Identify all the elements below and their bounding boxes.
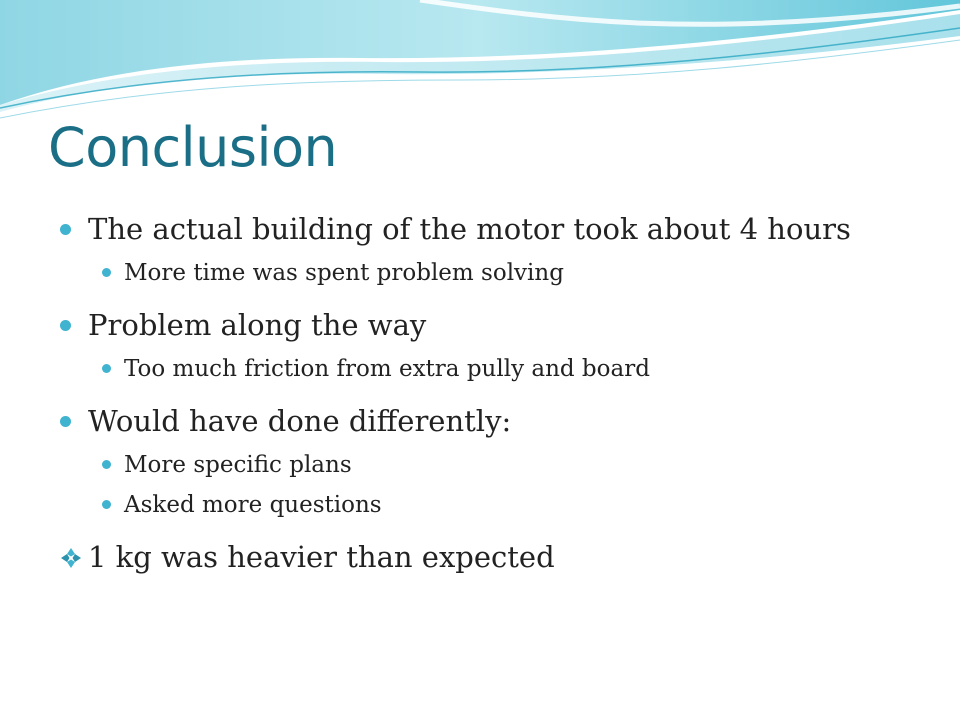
bullet-dot-icon (60, 416, 71, 427)
bullet-dot-icon (102, 364, 111, 373)
bullet-text: Would have done differently: (88, 404, 512, 438)
slide-title: Conclusion (48, 116, 338, 179)
bullet-dot-icon (60, 224, 71, 235)
bullet-text: Problem along the way (88, 308, 427, 342)
bullet-text: The actual building of the motor took about 4 hours (88, 212, 851, 246)
sub-bullet-item (60, 488, 940, 522)
bullet-item (60, 400, 940, 442)
sub-bullet-item (60, 256, 940, 290)
bullet-dot-icon (60, 320, 71, 331)
bullet-item (60, 304, 940, 346)
bullet-item (60, 536, 940, 578)
sub-bullet-text: More time was spent problem solving (124, 260, 564, 286)
sub-bullet-item (60, 448, 940, 482)
bullet-dot-icon (102, 268, 111, 277)
bullet-list (60, 208, 940, 578)
diamond-icon (60, 547, 82, 569)
sub-bullet-text: More specific plans (124, 452, 352, 478)
bullet-dot-icon (102, 460, 111, 469)
sub-bullet-text: Asked more questions (124, 492, 382, 518)
sub-bullet-text: Too much friction from extra pully and board (124, 356, 650, 382)
sub-bullet-item (60, 352, 940, 386)
bullet-item (60, 208, 940, 250)
bullet-dot-icon (102, 500, 111, 509)
bullet-text: 1 kg was heavier than expected (88, 540, 555, 574)
